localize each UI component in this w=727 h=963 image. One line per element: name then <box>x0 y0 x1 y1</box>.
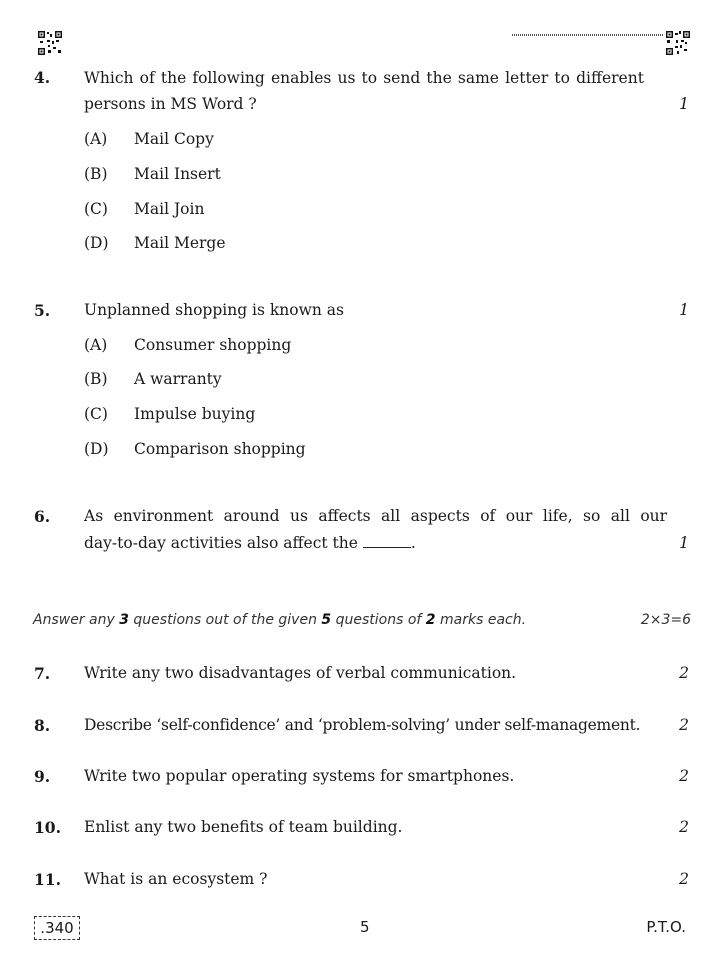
question-text-line <box>84 530 416 556</box>
question-marks: 2 <box>679 818 689 836</box>
option-text: Mail Join <box>134 200 205 218</box>
question-marks: 1 <box>679 95 689 113</box>
question-text-line: Write two popular operating systems for smartphones. <box>84 767 515 785</box>
question-marks: 2 <box>679 767 689 785</box>
question-text-line: Unplanned shopping is known as <box>84 301 344 319</box>
question-marks: 2 <box>679 664 689 682</box>
option-label: (D) <box>84 234 109 252</box>
barcode-strip <box>512 34 664 36</box>
instruction-text: questions out of the given <box>133 612 317 628</box>
qr-code-icon <box>38 31 62 55</box>
question-number: 8. <box>34 716 51 735</box>
question-text-line: As environment around us affects all aspects of our life, so all our <box>84 507 668 525</box>
paper-code-box: .340 <box>34 916 80 940</box>
question-marks: 1 <box>679 534 689 552</box>
question-number: 11. <box>34 870 61 889</box>
instruction-text: Answer any <box>33 612 115 628</box>
instruction-number: 5 <box>321 612 332 628</box>
question-text-line: Enlist any two benefits of team building. <box>84 818 403 836</box>
question-number: 5. <box>34 301 51 320</box>
question-text-line: Which of the following enables us to send the same letter to different <box>84 69 644 87</box>
question-marks: 2 <box>679 870 689 888</box>
question-number: 6. <box>34 507 51 526</box>
option-label: (B) <box>84 165 108 183</box>
question-text-fragment: day-to-day activities also affect the <box>84 534 358 552</box>
question-text-line: What is an ecosystem ? <box>84 870 268 888</box>
qr-code-icon <box>666 31 690 55</box>
option-text: Mail Copy <box>134 130 214 148</box>
pto-label: P.T.O. <box>646 918 686 936</box>
instruction-text: questions of <box>335 612 422 628</box>
option-label: (C) <box>84 405 108 423</box>
option-label: (A) <box>84 336 108 354</box>
option-text: Mail Insert <box>134 165 221 183</box>
question-number: 7. <box>34 664 51 683</box>
instruction-text: marks each. <box>440 612 527 628</box>
fill-in-blank <box>363 535 411 548</box>
option-label: (C) <box>84 200 108 218</box>
option-text: A warranty <box>134 370 222 388</box>
option-label: (B) <box>84 370 108 388</box>
question-number: 10. <box>34 818 61 837</box>
page-number: 5 <box>360 918 370 936</box>
question-text-line: Describe ‘self-confidence’ and ‘problem-solving’ under self-management. <box>84 716 641 734</box>
question-number: 4. <box>34 68 51 87</box>
option-label: (A) <box>84 130 108 148</box>
question-number: 9. <box>34 767 51 786</box>
section-instruction <box>33 612 526 628</box>
option-label: (D) <box>84 440 109 458</box>
instruction-number: 3 <box>119 612 129 628</box>
option-text: Mail Merge <box>134 234 226 252</box>
option-text: Impulse buying <box>134 405 256 423</box>
question-marks: 2 <box>679 716 689 734</box>
option-text: Consumer shopping <box>134 336 292 354</box>
section-marks: 2×3=6 <box>640 612 691 628</box>
question-text-fragment: . <box>410 534 416 552</box>
question-text-line: persons in MS Word ? <box>84 95 257 113</box>
instruction-number: 2 <box>425 612 436 628</box>
question-marks: 1 <box>679 301 689 319</box>
question-text-line: Write any two disadvantages of verbal communication. <box>84 664 517 682</box>
option-text: Comparison shopping <box>134 440 306 458</box>
